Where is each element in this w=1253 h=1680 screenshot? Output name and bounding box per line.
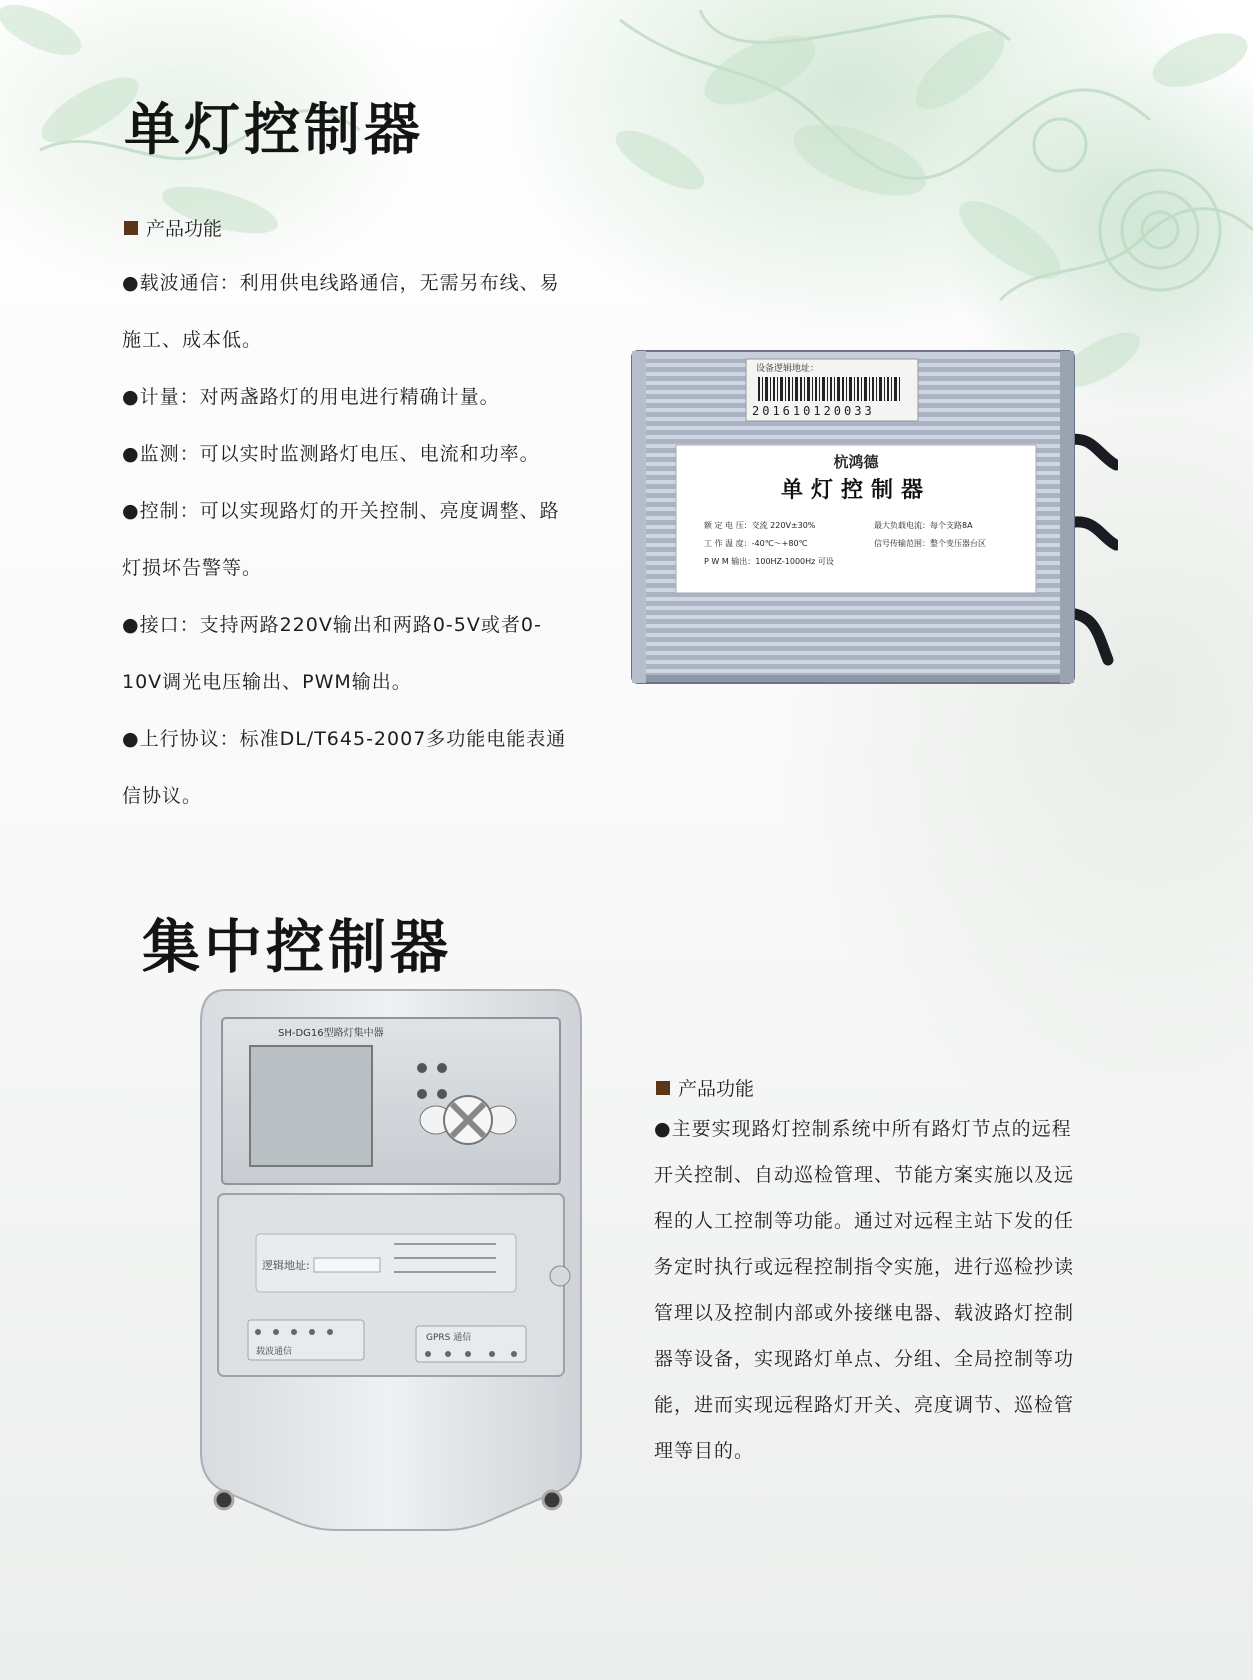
- spec-range: 信号传输范围：整个变压器台区: [874, 539, 986, 548]
- spec-pwm: P W M 输出：100HZ-1000Hz 可设: [704, 557, 834, 566]
- single-lamp-features-text: [122, 255, 566, 825]
- spec-voltage: 额 定 电 压：交流 220V±30%: [704, 521, 816, 530]
- product-features-heading-label: 产品功能: [146, 218, 223, 240]
- concentrator-controller-title: 集中控制器: [142, 913, 453, 981]
- single-lamp-controller-title: 单灯控制器: [124, 98, 424, 163]
- feature-line: ●主要实现路灯控制系统中所有路灯节点的远程: [654, 1118, 1072, 1140]
- heading-square-icon: [656, 1081, 670, 1095]
- feature-line: ●监测：可以实时监测路灯电压、电流和功率。: [122, 443, 540, 465]
- feature-line: 器等设备，实现路灯单点、分组、全局控制等功: [654, 1348, 1075, 1370]
- feature-line: 10V调光电压输出、PWM输出。: [122, 671, 412, 693]
- feature-line: 开关控制、自动巡检管理、节能方案实施以及远: [654, 1164, 1075, 1186]
- plc-comm-caption: 载波通信: [256, 1347, 293, 1357]
- feature-line: ●上行协议：标准DL/T645-2007多功能电能表通: [122, 728, 567, 750]
- device-name-label: 单灯控制器: [780, 477, 932, 503]
- feature-line: ●控制：可以实现路灯的开关控制、亮度调整、路: [122, 500, 560, 522]
- feature-line: 管理以及控制内部或外接继电器、载波路灯控制: [654, 1302, 1075, 1324]
- concentrator-features-heading: [656, 1074, 754, 1101]
- brand-name: 杭鸿德: [833, 453, 879, 471]
- spec-current: 最大负载电流：每个支路8A: [874, 521, 973, 530]
- concentrator-features-heading-label: 产品功能: [678, 1078, 755, 1100]
- heading-square-icon: [124, 221, 138, 235]
- feature-line: ●载波通信：利用供电线路通信，无需另布线、易: [122, 272, 560, 294]
- concentrator-model-label: SH-DG16型路灯集中器: [278, 1028, 384, 1039]
- logic-address-caption: 逻辑地址:: [262, 1259, 310, 1272]
- feature-line: 施工、成本低。: [122, 329, 263, 351]
- feature-line: 理等目的。: [654, 1440, 755, 1462]
- gprs-comm-caption: GPRS 通信: [426, 1333, 472, 1343]
- feature-line: 程的人工控制等功能。通过对远程主站下发的任: [654, 1210, 1075, 1232]
- feature-line: 信协议。: [122, 785, 203, 807]
- feature-line: ●计量：对两盏路灯的用电进行精确计量。: [122, 386, 500, 408]
- feature-line: 能，进而实现远程路灯开关、亮度调节、巡检管: [654, 1394, 1075, 1416]
- serial-number: 201610120033: [752, 404, 875, 418]
- address-caption: 设备逻辑地址：: [756, 364, 820, 374]
- concentrator-features-text: [654, 1106, 1074, 1474]
- feature-line: ●接口：支持两路220V输出和两路0-5V或者0-: [122, 614, 542, 636]
- feature-line: 灯损坏告警等。: [122, 557, 263, 579]
- concentrator-image: [196, 982, 586, 1562]
- product-features-heading: [124, 214, 222, 241]
- feature-line: 务定时执行或远程控制指令实施，进行巡检抄读: [654, 1256, 1075, 1278]
- spec-temperature: 工 作 温 度：-40℃～+80℃: [704, 539, 808, 548]
- single-lamp-controller-image: [628, 345, 1118, 695]
